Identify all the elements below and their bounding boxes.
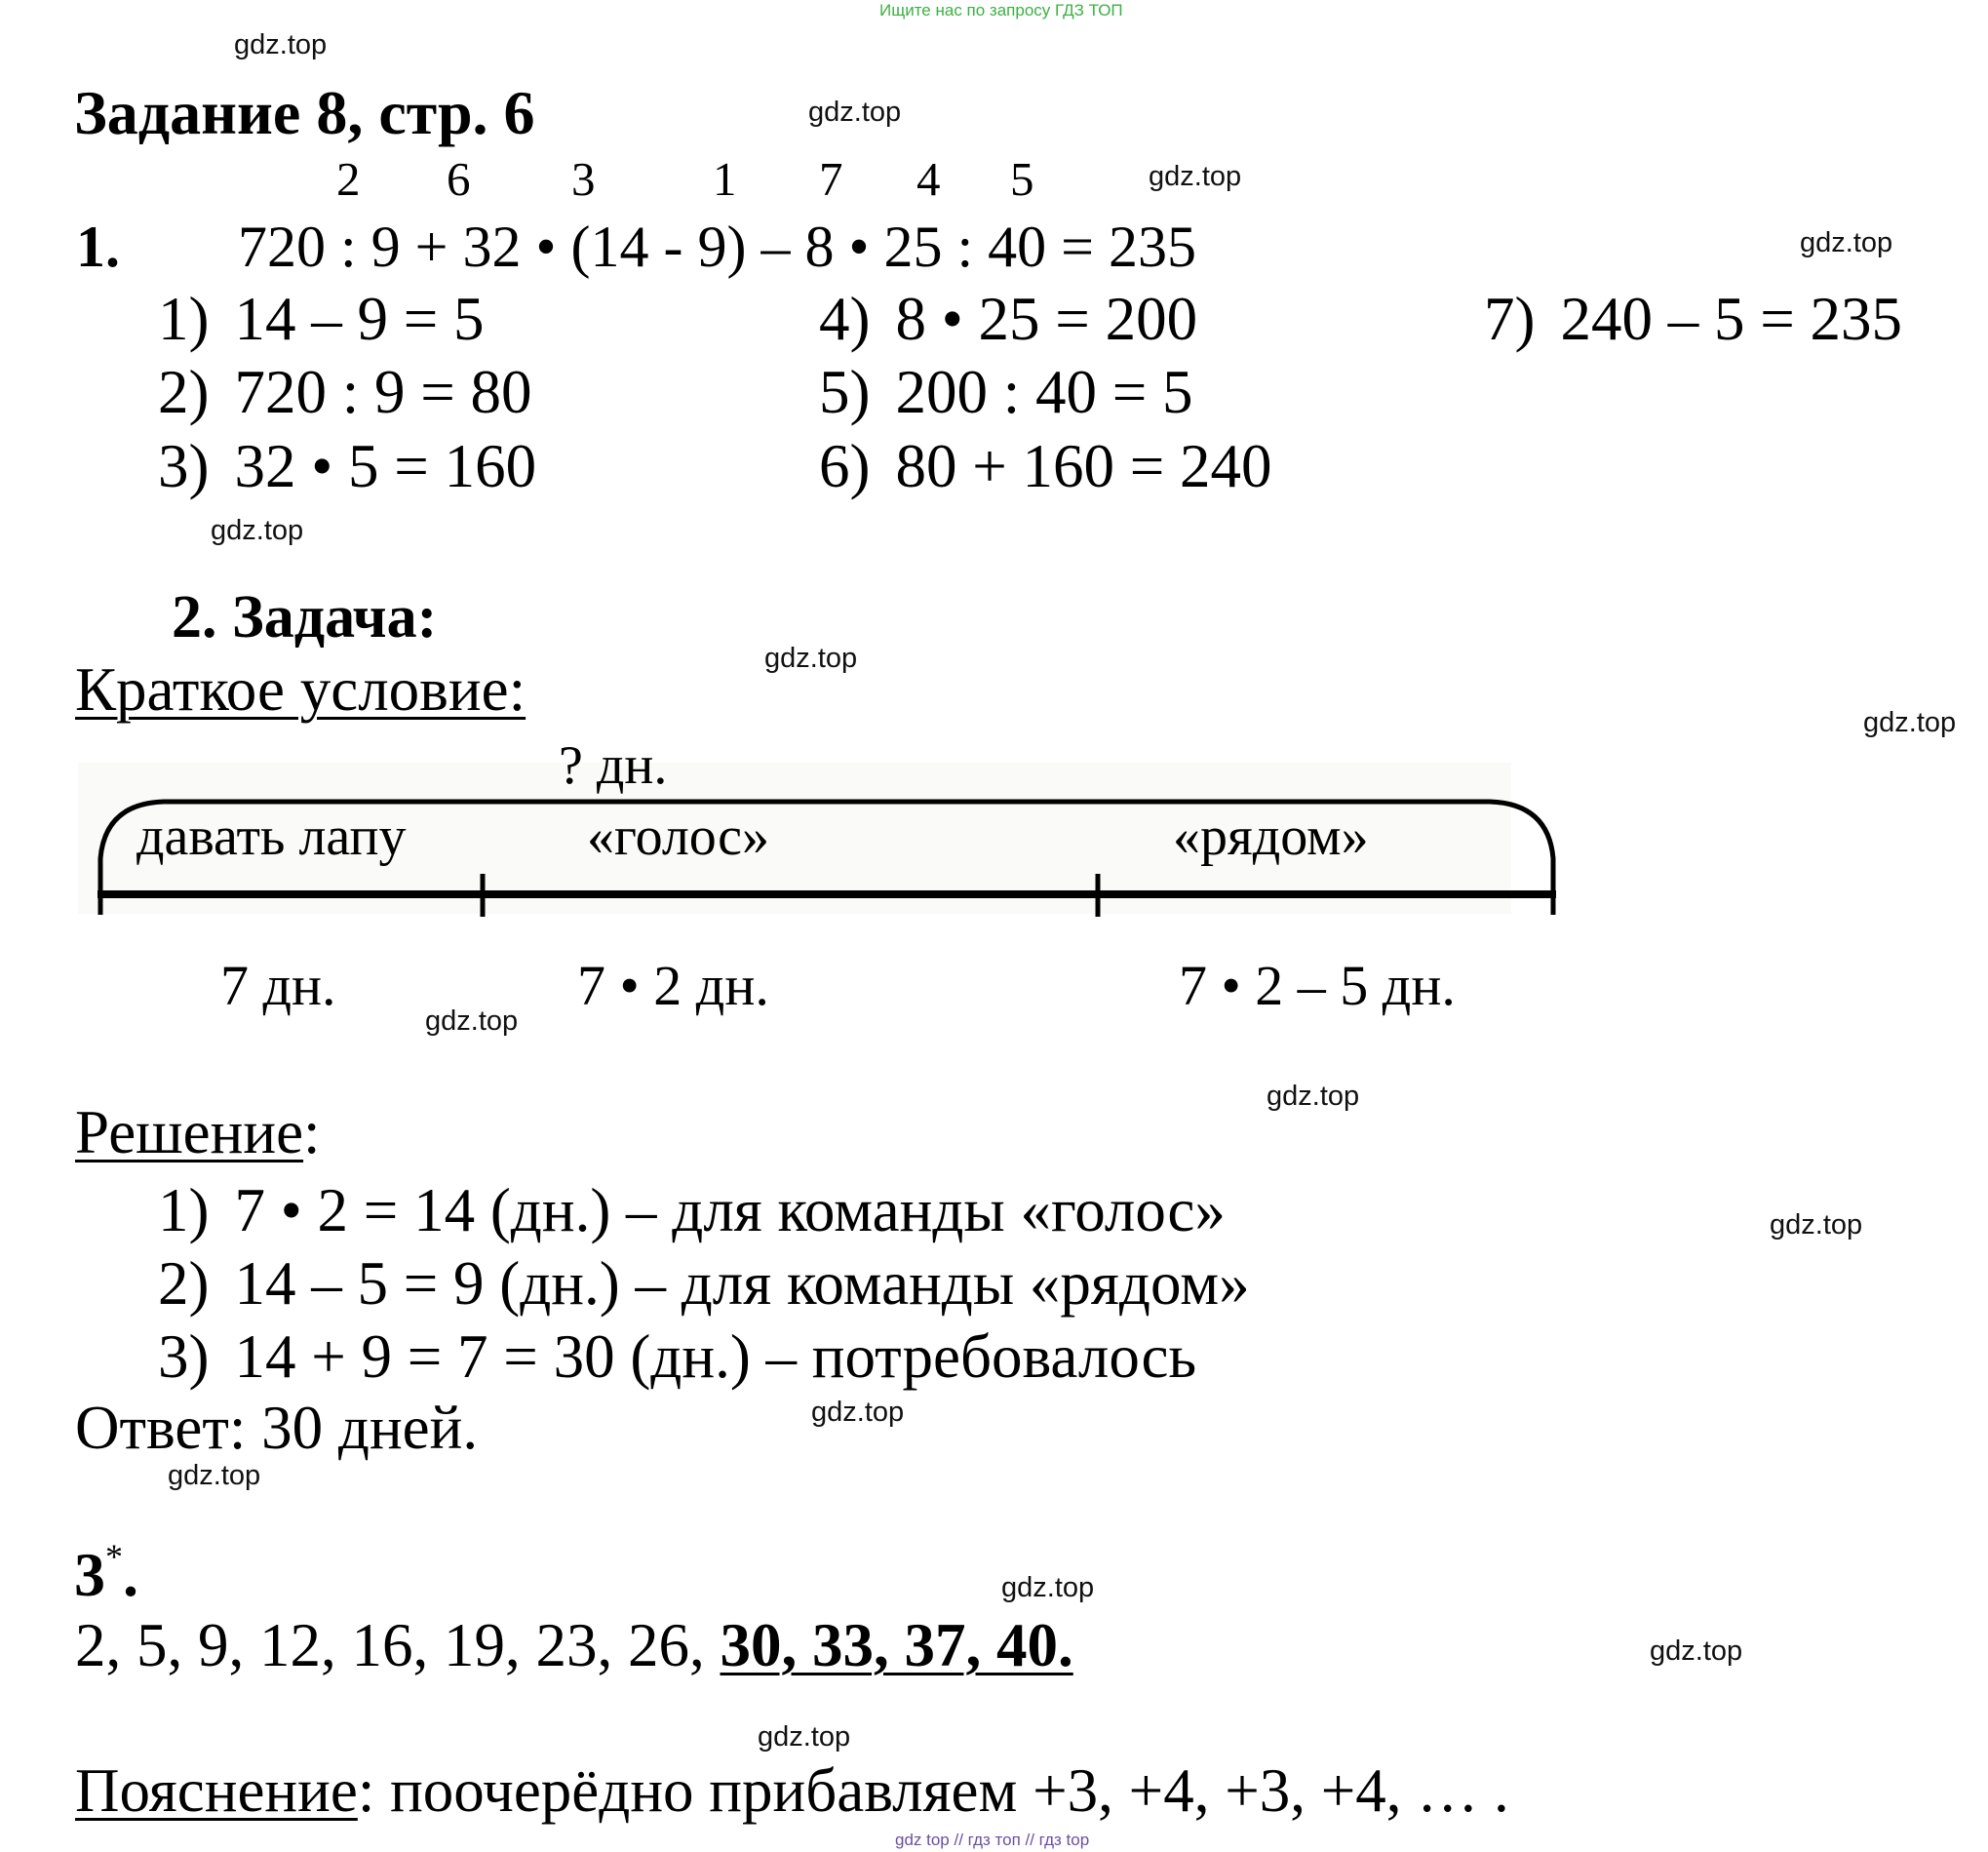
top-banner: Ищите нас по запросу ГДЗ ТОП — [879, 1, 1123, 20]
watermark: gdz.top — [1650, 1635, 1743, 1667]
solution-colon: : — [303, 1098, 321, 1166]
star-mark: * — [105, 1537, 123, 1576]
task-number: 3 — [74, 1540, 105, 1609]
step-text: 7 • 2 = 14 (дн.) – для команды «голос» — [234, 1176, 1226, 1244]
step-number: 3) — [158, 432, 210, 500]
segment-value: 7 дн. — [220, 954, 336, 1017]
step-number: 3) — [158, 1322, 210, 1391]
step-number: 2) — [158, 1249, 210, 1318]
watermark: gdz.top — [1863, 707, 1957, 738]
segment-value: 7 • 2 дн. — [577, 954, 769, 1017]
watermark: gdz.top — [758, 1721, 851, 1753]
step-number: 1) — [158, 1176, 210, 1244]
order-number: 1 — [713, 152, 737, 206]
task2-heading: 2. Задача: — [172, 584, 438, 650]
step-expression: 80 + 160 = 240 — [895, 432, 1272, 500]
step-expression: 720 : 9 = 80 — [234, 358, 532, 426]
watermark: gdz.top — [1770, 1209, 1863, 1241]
watermark: gdz.top — [764, 643, 858, 674]
diagram-total-label: ? дн. — [559, 735, 668, 796]
watermark: gdz.top — [1800, 227, 1893, 258]
watermark: gdz.top — [168, 1460, 261, 1491]
task-number: 1. — [76, 215, 120, 279]
segment-label: «рядом» — [1173, 807, 1369, 867]
step-text: 14 – 5 = 9 (дн.) – для команды «рядом» — [234, 1249, 1250, 1318]
segment-label: «голос» — [587, 807, 770, 867]
bottom-banner: gdz top // гдз топ // гдз top — [895, 1831, 1090, 1849]
explanation — [75, 1756, 1509, 1825]
watermark: gdz.top — [808, 97, 902, 128]
step-expression: 240 – 5 = 235 — [1560, 285, 1903, 353]
step-expression: 200 : 40 = 5 — [895, 358, 1193, 426]
segment-label: давать лапу — [136, 807, 407, 867]
sequence-given: 2, 5, 9, 12, 16, 19, 23, 26, — [75, 1611, 721, 1679]
answer: Ответ: 30 дней. — [75, 1394, 479, 1462]
step-number: 1) — [158, 285, 210, 353]
watermark: gdz.top — [811, 1397, 905, 1428]
watermark: gdz.top — [211, 515, 304, 546]
step-number: 6) — [819, 432, 871, 500]
order-number: 7 — [819, 152, 843, 206]
watermark: gdz.top — [1149, 161, 1242, 192]
step-expression: 14 – 9 = 5 — [234, 285, 485, 353]
step-number: 2) — [158, 358, 210, 426]
order-number: 6 — [447, 152, 471, 206]
explanation-text: : поочерёдно прибавляем +3, +4, +3, +4, … . — [357, 1756, 1509, 1825]
step-text: 14 + 9 = 7 = 30 (дн.) – потребовалось — [234, 1322, 1197, 1391]
math-expression: 720 : 9 + 32 • (14 - 9) – 8 • 25 : 40 = 235 — [238, 215, 1196, 279]
order-number: 4 — [916, 152, 941, 206]
solution-label: Решение — [75, 1098, 304, 1166]
step-expression: 32 • 5 = 160 — [234, 432, 537, 500]
solution-step — [158, 1322, 1197, 1391]
step-number: 7) — [1484, 285, 1536, 353]
step-number: 4) — [819, 285, 871, 353]
order-number: 3 — [571, 152, 596, 206]
explanation-label: Пояснение — [75, 1756, 358, 1825]
step-expression: 8 • 25 = 200 — [895, 285, 1198, 353]
task-dot: . — [123, 1540, 138, 1609]
order-number: 5 — [1010, 152, 1034, 206]
page-title: Задание 8, стр. 6 — [74, 78, 535, 147]
solution-heading — [75, 1098, 321, 1166]
sequence-answer: 30, 33, 37, 40. — [720, 1611, 1073, 1679]
watermark: gdz.top — [234, 29, 328, 60]
step-number: 5) — [819, 358, 871, 426]
number-sequence — [75, 1611, 1073, 1679]
watermark: gdz.top — [1001, 1572, 1095, 1603]
solution-step — [158, 1249, 1250, 1318]
segment-value: 7 • 2 – 5 дн. — [1179, 954, 1456, 1017]
condition-label: Краткое условие: — [75, 655, 526, 724]
watermark: gdz.top — [425, 1005, 519, 1037]
solution-step — [158, 1176, 1226, 1244]
order-number: 2 — [336, 152, 361, 206]
watermark: gdz.top — [1267, 1081, 1360, 1112]
task3-heading — [74, 1537, 138, 1609]
